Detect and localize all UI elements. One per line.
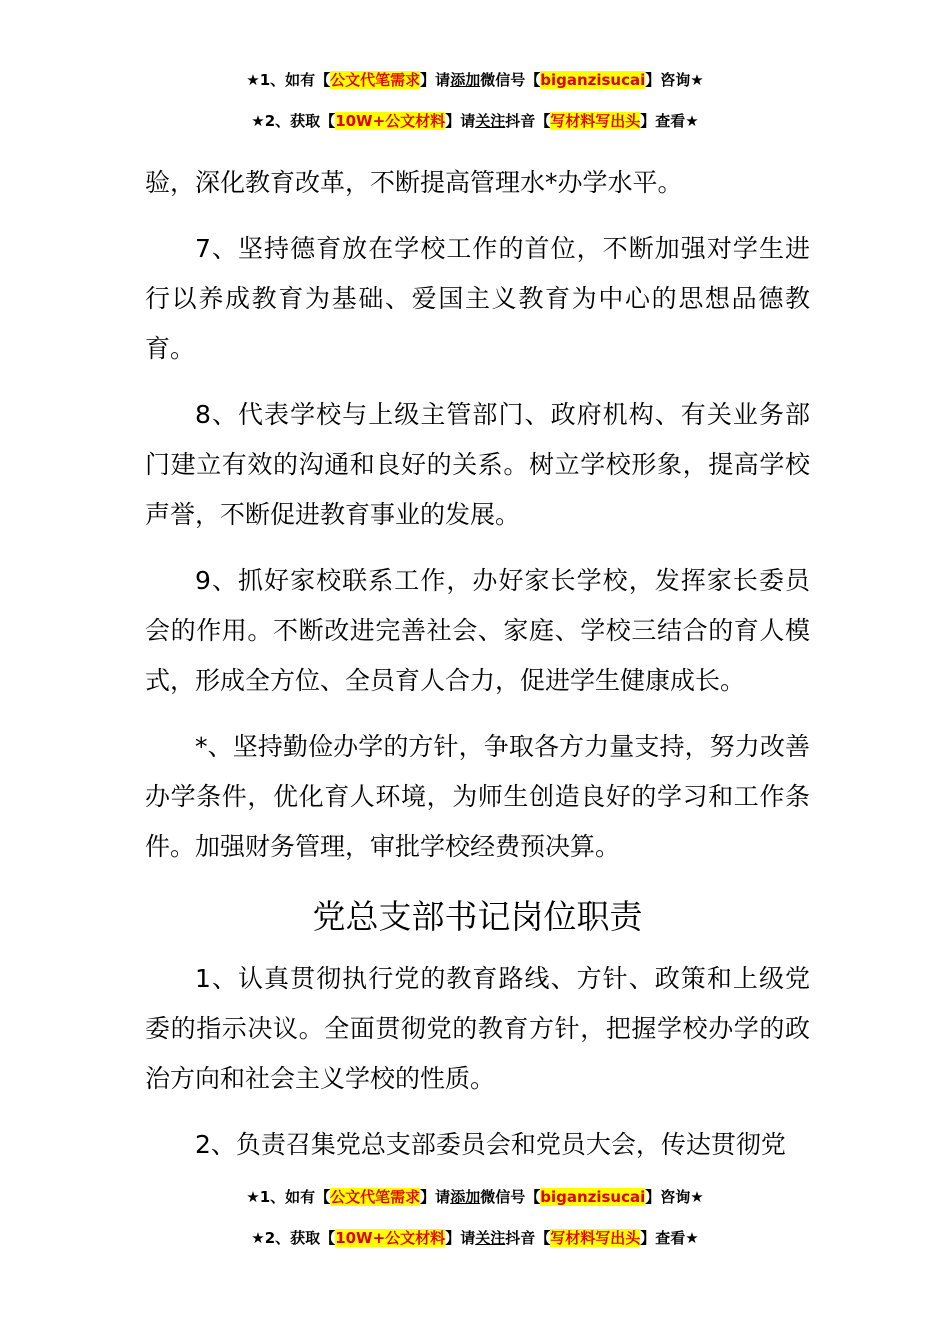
banner-highlight: 10W+公文材料 bbox=[335, 112, 446, 130]
banner-underlined-text: 关注 bbox=[475, 112, 506, 130]
top-banner-line-2 bbox=[0, 111, 950, 131]
banner-text: 】查看★ bbox=[640, 1229, 699, 1247]
banner-text: 】请 bbox=[420, 1188, 451, 1206]
banner-underlined-text: 关注 bbox=[475, 1229, 506, 1247]
banner-text: 】咨询★ bbox=[645, 71, 704, 89]
banner-text: ★2、获取【 bbox=[251, 1229, 336, 1247]
paragraph: *、坚持勤俭办学的方针，争取各方力量支持，努力改善办学条件，优化育人环境，为师生创造良好的学习和工作条件。加强财务管理，审批学校经费预决算。 bbox=[145, 732, 810, 861]
banner-text: ★1、如有【 bbox=[246, 71, 331, 89]
banner-text: 抖音【 bbox=[505, 1229, 551, 1247]
paragraph: 9、抓好家校联系工作，办好家长学校，发挥家长委员会的作用。不断改进完善社会、家庭、学校三结合的育人模式，形成全方位、全员育人合力，促进学生健康成长。 bbox=[145, 566, 810, 695]
banner-highlight: 写材料写出头 bbox=[550, 1229, 641, 1247]
banner-text: ★1、如有【 bbox=[246, 1188, 331, 1206]
paragraph: 1、认真贯彻执行党的教育路线、方针、政策和上级党委的指示决议。全面贯彻党的教育方针，把握学校办学的政治方向和社会主义学校的性质。 bbox=[145, 964, 810, 1093]
paragraph: 7、坚持德育放在学校工作的首位，不断加强对学生进行以养成教育为基础、爱国主义教育为中心的思想品德教育。 bbox=[145, 234, 810, 363]
banner-highlight: 10W+公文材料 bbox=[335, 1229, 446, 1247]
paragraph: 2、负责召集党总支部委员会和党员大会，传达贯彻党 bbox=[195, 1130, 786, 1159]
banner-text: 微信号【 bbox=[480, 71, 541, 89]
paragraph: 8、代表学校与上级主管部门、政府机构、有关业务部门建立有效的沟通和良好的关系。树立学校形象，提高学校声誉，不断促进教育事业的发展。 bbox=[145, 400, 810, 529]
banner-text: 】请 bbox=[445, 1229, 476, 1247]
banner-text: 】查看★ bbox=[640, 112, 699, 130]
banner-text: 】咨询★ bbox=[645, 1188, 704, 1206]
banner-highlight: biganzisucai bbox=[540, 71, 646, 89]
banner-underlined-text: 添加 bbox=[450, 1188, 481, 1206]
banner-highlight: 公文代笔需求 bbox=[330, 1188, 421, 1206]
section-title: 党总支部书记岗位职责 bbox=[312, 897, 643, 936]
banner-text: 抖音【 bbox=[505, 112, 551, 130]
banner-underlined-text: 添加 bbox=[450, 71, 481, 89]
bottom-banner-line-1 bbox=[0, 1187, 950, 1207]
paragraph: 验，深化教育改革，不断提高管理水*办学水平。 bbox=[145, 168, 683, 197]
top-banner-line-1 bbox=[0, 70, 950, 90]
banner-highlight: 公文代笔需求 bbox=[330, 71, 421, 89]
bottom-banner-line-2 bbox=[0, 1228, 950, 1248]
banner-text: 】请 bbox=[445, 112, 476, 130]
banner-text: 】请 bbox=[420, 71, 451, 89]
document-body bbox=[145, 158, 810, 1186]
banner-text: ★2、获取【 bbox=[251, 112, 336, 130]
banner-highlight: biganzisucai bbox=[540, 1188, 646, 1206]
banner-highlight: 写材料写出头 bbox=[550, 112, 641, 130]
banner-text: 微信号【 bbox=[480, 1188, 541, 1206]
